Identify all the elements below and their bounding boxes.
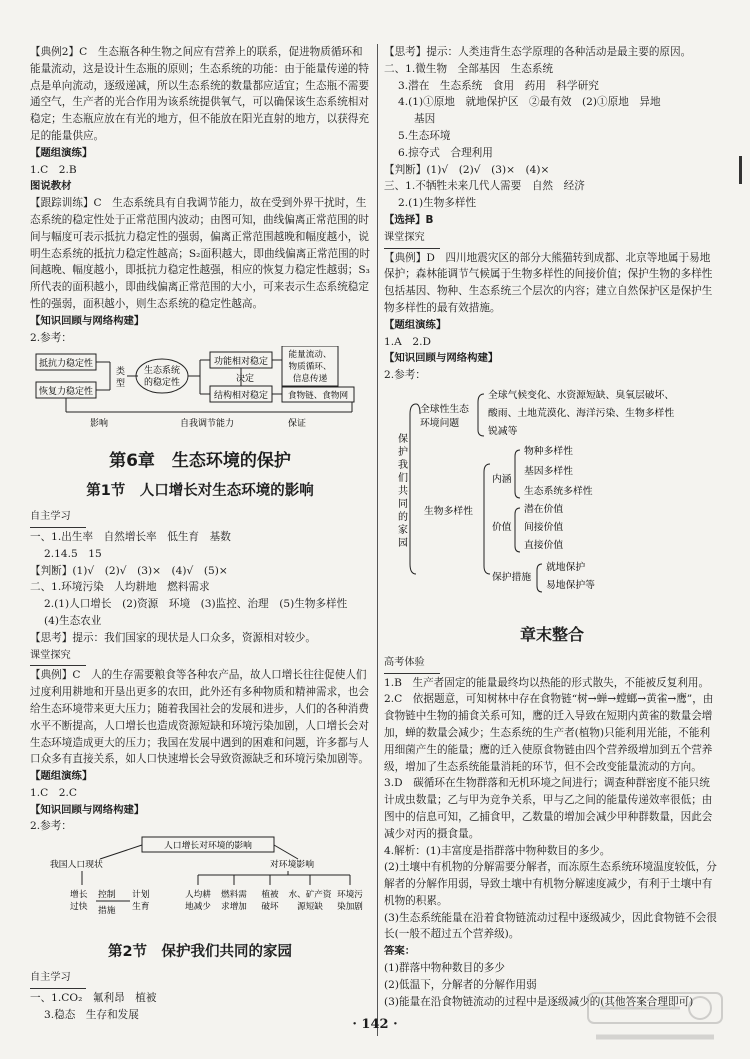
right-column bbox=[384, 44, 720, 1010]
label-plan-2: 生育 bbox=[132, 902, 150, 913]
group1-label-a: 全球性生态 bbox=[420, 403, 469, 415]
label-food-web: 食物链、食物网 bbox=[287, 391, 349, 402]
r-reference-label: 2.参考： bbox=[384, 369, 426, 382]
gaokao-heading: 高考体验 bbox=[384, 655, 440, 674]
tree-root bbox=[398, 432, 411, 549]
exam-3: 3.D 碳循环在生物群落和无机环境之间进行；调查种群密度不能只统计成虫数量；乙与甲为竞争关系，甲与乙之间的能量传递效率很低；由图中的信息可知，乙捕食甲，乙数量的增加会减少甲种群数量，因此会减少对丙的摄食量。 bbox=[384, 777, 713, 840]
label-function: 功能相对稳定 bbox=[213, 357, 269, 368]
label-control: 控制 bbox=[98, 890, 116, 901]
s1-line-4: 2.(1)人口增长 (2)资源 环境 (3)监控、治理 (5)生物多样性 bbox=[44, 598, 348, 611]
type-char-1: 类 bbox=[116, 367, 126, 378]
impact-5b: 染加剧 bbox=[337, 902, 363, 913]
r-line-1: 二、1.微生物 全部基因 生态系统 bbox=[384, 62, 554, 75]
choice-answer: 【选择】B bbox=[384, 213, 434, 226]
exercise-heading-2: 【题组演练】 bbox=[30, 770, 93, 783]
diagram-textbook-heading: 图说教材 bbox=[30, 180, 72, 193]
exam-4-line-2: (2)土壤中有机物的分解需要分解者，而冻原生态系统环境温度较低，分解者的分解作用弱，导致土壤中有机物分解速度减少，有利于土壤中有机物的积累。 bbox=[384, 861, 717, 907]
impact-2a: 燃料需 bbox=[221, 890, 247, 901]
column-divider bbox=[377, 44, 378, 1036]
type-char-2: 型 bbox=[116, 379, 126, 390]
impact-1b: 地减少 bbox=[185, 902, 211, 913]
tree-root-char: 们 bbox=[398, 472, 408, 484]
r-line-6: 6.掠夺式 合理利用 bbox=[398, 146, 493, 159]
group2-label: 生物多样性 bbox=[424, 505, 473, 517]
tree-root-char: 我 bbox=[398, 459, 408, 471]
r-line-4: 基因 bbox=[414, 113, 436, 126]
label-decide: 决定 bbox=[236, 374, 255, 385]
group1-item-3: 锐减等 bbox=[488, 425, 518, 437]
r-line-5: 5.生态环境 bbox=[398, 129, 451, 142]
r-knowledge-heading: 【知识回顾与网络构建】 bbox=[384, 352, 499, 365]
label-resilience: 恢复力稳定性 bbox=[38, 387, 94, 398]
reference-label-2: 2.参考： bbox=[30, 820, 72, 833]
section-1-title: 第1节 人口增长对生态环境的影响 bbox=[86, 483, 314, 500]
tree-root-char: 的 bbox=[398, 511, 408, 523]
s1-line-5: (4)生态农业 bbox=[44, 614, 102, 627]
answer-3: (3)能量在沿食物链流动的过程中是逐级减少的(其他答案合理即可) bbox=[384, 995, 694, 1008]
exam-1: 1.B 生产者固定的能量最终均以热能的形式散失，不能被反复利用。 bbox=[384, 676, 710, 689]
label-pop-status: 我国人口现状 bbox=[50, 860, 103, 871]
left-column bbox=[30, 44, 370, 1023]
neihan-item-1: 物种多样性 bbox=[524, 445, 573, 457]
tree-root-char: 家 bbox=[398, 524, 408, 536]
class-explore-heading-1: 课堂探究 bbox=[30, 648, 86, 667]
answer-1: (1)群落中物种数目的多少 bbox=[384, 962, 505, 975]
label-structure: 结构相对稳定 bbox=[213, 391, 269, 402]
group1-item-1: 全球气候变化、水资源短缺、臭氧层破坏、 bbox=[488, 389, 675, 401]
follow-up-training: 【跟踪训练】C 生态系统具有自我调节能力，故在受到外界干扰时，生态系统的稳定性处于正常范围内波动；由图可知，曲线偏离正常范围的时间与幅度可表示抵抗力稳定性的强弱，偏离正常范围越晚和幅度越小，说明生态系统的抵抗力稳定性越高；S₂面积越大，即曲线偏离正常范围的时间越晚、幅度越小，即抵抗力稳定性越强，相应的恢复力稳定性越弱；S₃所代表的面积越小，即曲线偏离正常范围的大小，可来表示生态系统稳定性的强弱，面积越小，则生态系统的稳定性越高。 bbox=[30, 197, 370, 310]
exercise-answers: 1.C 2.B bbox=[30, 163, 77, 176]
answer-2: (2)低温下，分解者的分解作用弱 bbox=[384, 978, 537, 991]
s1-example: 【典例】C 人的生存需要粮食等各种农产品，故人口增长往往促使人们过度利用耕地和开垦出更多的农田，此外还有多种物质和精神需求，也会给生态环境带来更大压力；随着我国社会的发展和进步，人们的各种消费水平不断提高，人口增长也造成资源短缺和环境污染加剧，人口增长会对生态环境造成更大的压力；我国在发展中遇到的困难和问题，许多都与人口众多有直接关系，如人口快速增长会导致资源缺乏和环境污染加剧等。 bbox=[30, 669, 369, 766]
self-study-heading-2: 自主学习 bbox=[30, 970, 86, 989]
s1-line-1: 一、1.出生率 自然增长率 低生育 基数 bbox=[30, 530, 231, 543]
jiazhi-label: 价值 bbox=[492, 521, 512, 533]
label-energy: 能量流动、 bbox=[288, 350, 332, 361]
label-matter: 物质循环、 bbox=[288, 362, 332, 373]
r-exercise-answers: 1.A 2.D bbox=[384, 335, 431, 348]
impact-2b: 求增加 bbox=[221, 902, 247, 913]
tree-root-char: 同 bbox=[398, 498, 408, 510]
baohu-item-1: 就地保护 bbox=[546, 561, 586, 573]
label-growth-1: 增长 bbox=[70, 890, 88, 901]
baohu-item-2: 易地保护等 bbox=[546, 579, 595, 591]
exam-4-line-3: (3)生态系统能量在沿着食物链流动过程中逐级减少，因此食物链不会很长(一般不超过五个营养级)。 bbox=[384, 911, 717, 941]
baohu-label: 保护措施 bbox=[492, 571, 532, 583]
watermark-logo bbox=[580, 987, 730, 1051]
s2-line-1: 一、1.CO₂ 氟利昂 植被 bbox=[30, 991, 157, 1004]
label-growth-2: 过快 bbox=[70, 902, 88, 913]
label-plan-1: 计划 bbox=[132, 890, 150, 901]
impact-3b: 破坏 bbox=[261, 902, 279, 913]
center-label-2: 的稳定性 bbox=[143, 378, 181, 389]
knowledge-review-heading: 【知识回顾与网络构建】 bbox=[30, 314, 145, 327]
stability-concept-map bbox=[30, 346, 370, 432]
page-number: · 142 · bbox=[352, 1017, 398, 1032]
r-judge: 【判断】(1)√ (2)√ (3)× (4)× bbox=[384, 163, 550, 176]
group1-label-b: 环境问题 bbox=[420, 417, 460, 429]
neihan-item-3: 生态系统多样性 bbox=[524, 485, 593, 497]
jiazhi-item-1: 潜在价值 bbox=[524, 503, 564, 515]
s1-line-2: 2.14.5 15 bbox=[44, 547, 102, 560]
s2-line-2: 3.稳态 生存和发展 bbox=[44, 1008, 139, 1021]
tree-root-char: 护 bbox=[398, 446, 408, 458]
r-line-3: 4.(1)①原地 就地保护区 ②最有效 (2)①原地 异地 bbox=[398, 96, 661, 109]
chapter-title: 第6章 生态环境的保护 bbox=[109, 451, 291, 472]
example-2-answer: 【典例2】C 生态瓶各种生物之间应有营养上的联系，促进物质循环和能量流动，这是设计生态瓶的原则；生态系统的功能：由于能量传递的特点是单向流动，逐级递减，所以生态系统的数量都应适宜；生态瓶不需要通空气，生产者的光合作用为该系统提供氧气，可以确保该生态系统相对稳定；生态瓶应放在有光的地方，但不能放在阳光直射的地方，以获得充足的能量供应。 bbox=[30, 46, 369, 142]
label-self-regulation: 自我调节能力 bbox=[180, 419, 235, 430]
jiazhi-item-2: 间接价值 bbox=[524, 521, 564, 533]
population-impact-map bbox=[30, 835, 370, 931]
impact-1a: 人均耕 bbox=[185, 890, 211, 901]
s1-line-3: 二、1.环境污染 人均耕地 燃料需求 bbox=[30, 581, 210, 594]
r-exercise-heading: 【题组演练】 bbox=[384, 318, 447, 331]
exercise-answers-2: 1.C 2.C bbox=[30, 786, 78, 799]
s1-judge: 【判断】(1)√ (2)√ (3)× (4)√ (5)× bbox=[30, 564, 228, 577]
class-explore-heading-2: 课堂探究 bbox=[384, 230, 440, 249]
label-top: 人口增长对环境的影响 bbox=[164, 841, 252, 852]
exercise-heading: 【题组演练】 bbox=[30, 146, 93, 159]
tree-root-char: 园 bbox=[398, 537, 408, 549]
chapter-summary-title: 章末整合 bbox=[519, 624, 584, 644]
impact-4b: 源短缺 bbox=[297, 902, 323, 913]
edge-mark bbox=[739, 156, 742, 184]
r-line-8: 2.(1)生物多样性 bbox=[398, 197, 477, 210]
label-measure: 措施 bbox=[98, 906, 116, 917]
r-example: 【典例】D 四川地震灾区的部分大熊猫转到成都、北京等地属于易地保护；森林能调节气候属于生物多样性的间接价值；保护生物的多样性包括基因、物种、生态系统三个层次的内容；建立自然保护区是保护生物多样性的最有效措施。 bbox=[384, 251, 713, 314]
label-ensure: 保证 bbox=[288, 419, 307, 430]
knowledge-review-heading-2: 【知识回顾与网络构建】 bbox=[30, 803, 145, 816]
neihan-label: 内涵 bbox=[492, 473, 512, 485]
neihan-item-2: 基因多样性 bbox=[524, 465, 573, 477]
answer-label: 答案： bbox=[384, 945, 416, 958]
section-2-title: 第2节 保护我们共同的家园 bbox=[107, 944, 293, 961]
exam-2: 2.C 依据题意，可知树林中存在食物链“树→蝉→螳螂→黄雀→鹰”，由食物链中生物的捕食关系可知，鹰的迁入导致在短期内黄雀的数量会增加，蝉的数量会减少；生态系统的生产者(植物)只能利用光能，不能利用细菌产生的能量；鹰的迁入使原食物链由四个营养级增加到五个营养级，增加了生态系统能量消耗的环节，但不会改变能量流动的方向。 bbox=[384, 693, 714, 773]
label-info: 信息传递 bbox=[292, 374, 328, 385]
r-line-2: 3.潜在 生态系统 食用 药用 科学研究 bbox=[398, 79, 599, 92]
reference-label: 2.参考： bbox=[30, 331, 72, 344]
exam-4-line-1: 4.解析：(1)丰富度是指群落中物种数目的多少。 bbox=[384, 844, 611, 857]
impact-5a: 环境污 bbox=[337, 890, 363, 901]
group1-item-2: 酸雨、土地荒漠化、海洋污染、生物多样性 bbox=[488, 407, 675, 419]
r-line-7: 三、1.不牺牲未来几代人需要 自然 经济 bbox=[384, 180, 585, 193]
self-study-heading-1: 自主学习 bbox=[30, 509, 86, 528]
s1-think: 【思考】提示：我们国家的现状是人口众多，资源相对较少。 bbox=[30, 631, 317, 644]
center-label-1: 生态系统 bbox=[143, 366, 181, 377]
impact-3a: 植被 bbox=[261, 890, 279, 901]
tree-root-char: 保 bbox=[398, 433, 408, 445]
protect-home-tree bbox=[384, 384, 720, 598]
jiazhi-item-3: 直接价值 bbox=[524, 539, 564, 551]
think-tip: 【思考】提示：人类违背生态学原理的各种活动是最主要的原因。 bbox=[384, 46, 692, 58]
label-influence: 影响 bbox=[90, 419, 109, 430]
label-resistance: 抵抗力稳定性 bbox=[38, 359, 94, 370]
label-env-impact: 对环境影响 bbox=[270, 860, 314, 871]
impact-4a: 水、矿产资 bbox=[288, 890, 332, 901]
tree-root-char: 共 bbox=[398, 485, 408, 497]
